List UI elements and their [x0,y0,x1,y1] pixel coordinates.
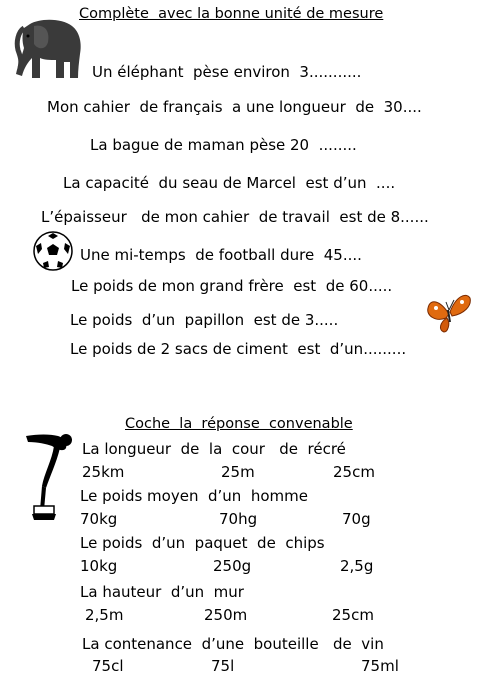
question-5: La contenance d’une bouteille de vin [82,635,384,653]
section1-title: Complète avec la bonne unité de mesure [79,6,384,22]
question-4: La hauteur d’un mur [80,583,244,601]
butterfly-image [426,292,472,334]
line-5: L’épaisseur de mon cahier de travail est de 8...... [41,208,429,226]
question-3: Le poids d’un paquet de chips [80,534,325,552]
answer-4c[interactable]: 25cm [332,606,374,624]
answer-5c[interactable]: 75ml [361,657,399,675]
line-6: Une mi-temps de football dure 45.... [80,246,362,264]
section2-title: Coche la réponse convenable [125,416,353,432]
question-2: Le poids moyen d’un homme [80,487,308,505]
line-2: Mon cahier de français a une longueur de 30.... [47,98,422,116]
answer-5a[interactable]: 75cl [92,657,124,675]
elephant-image [10,16,86,82]
line-9: Le poids de 2 sacs de ciment est d’un......... [70,340,407,358]
answer-3b[interactable]: 250g [213,557,252,575]
person-bending-image [24,430,76,522]
answer-1a[interactable]: 25km [82,463,125,481]
line-1: Un éléphant pèse environ 3........... [92,63,362,81]
line-3: La bague de maman pèse 20 ........ [90,136,357,154]
football-image [32,230,74,272]
answer-3a[interactable]: 10kg [80,557,118,575]
line-4: La capacité du seau de Marcel est d’un .... [63,174,396,192]
answer-4a[interactable]: 2,5m [85,606,124,624]
answer-1b[interactable]: 25m [221,463,255,481]
answer-2c[interactable]: 70g [342,510,371,528]
line-8: Le poids d’un papillon est de 3..... [70,311,339,329]
answer-3c[interactable]: 2,5g [340,557,374,575]
answer-2a[interactable]: 70kg [80,510,118,528]
question-1: La longueur de la cour de récré [82,440,346,458]
answer-4b[interactable]: 250m [204,606,248,624]
answer-5b[interactable]: 75l [211,657,235,675]
line-7: Le poids de mon grand frère est de 60..... [71,277,393,295]
answer-2b[interactable]: 70hg [219,510,258,528]
answer-1c[interactable]: 25cm [333,463,375,481]
